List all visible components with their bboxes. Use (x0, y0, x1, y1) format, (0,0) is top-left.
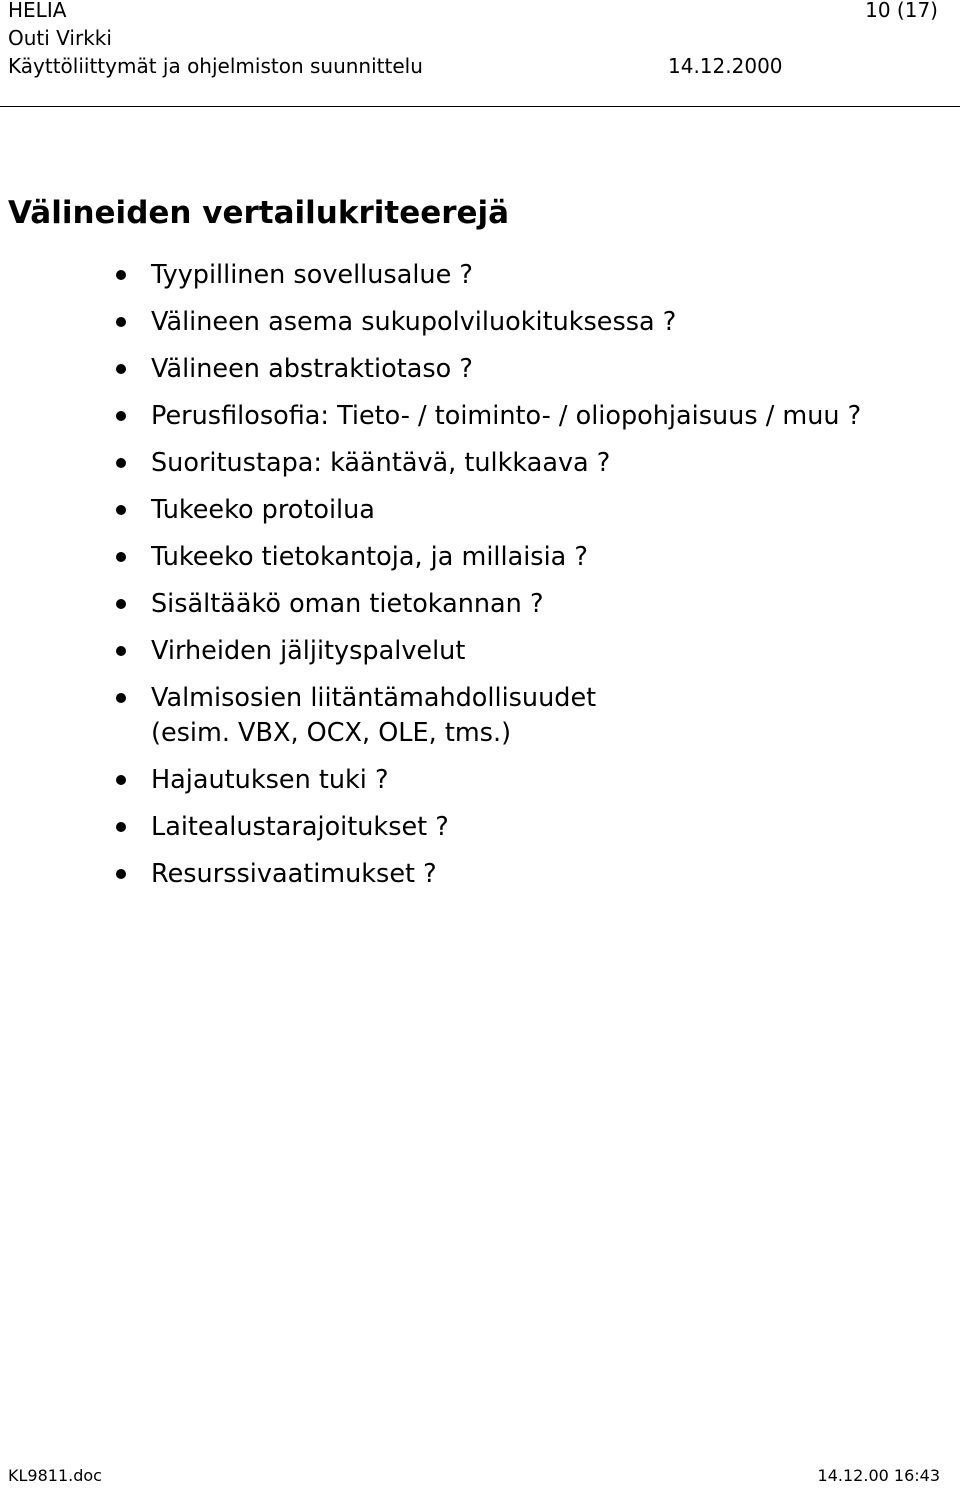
list-item-text: Hajautuksen tuki ? (151, 765, 389, 795)
bullet-icon (116, 693, 126, 703)
list-item (0, 810, 861, 845)
list-item (0, 634, 861, 669)
list-item-text: Valmisosien liitäntämahdollisuudet (esim. VBX, OCX, OLE, tms.) (151, 683, 597, 748)
bullet-icon (116, 646, 126, 656)
bullet-icon (116, 599, 126, 609)
list-item (0, 399, 861, 434)
list-item (0, 446, 861, 481)
list-item (0, 857, 861, 892)
header-course: Käyttöliittymät ja ohjelmiston suunnittelu (8, 54, 423, 78)
header-author: Outi Virkki (8, 26, 112, 50)
bullet-icon (116, 364, 126, 374)
bullet-icon (116, 317, 126, 327)
list-item (0, 493, 861, 528)
bullet-icon (116, 505, 126, 515)
footer-timestamp: 14.12.00 16:43 (817, 1466, 940, 1485)
bullet-icon (116, 270, 126, 280)
page-number: 10 (17) (865, 0, 938, 22)
list-item-text: Tukeeko tietokantoja, ja millaisia ? (151, 542, 588, 572)
list-item-text: Virheiden jäljityspalvelut (151, 636, 466, 666)
header-divider (0, 106, 960, 107)
list-item-text: Resurssivaatimukset ? (151, 859, 437, 889)
bullet-icon (116, 775, 126, 785)
list-item-text: Suoritustapa: kääntävä, tulkkaava ? (151, 448, 611, 478)
list-item (0, 763, 861, 798)
list-item-text: Sisältääkö oman tietokannan ? (151, 589, 544, 619)
footer-filename: KL9811.doc (8, 1466, 102, 1485)
list-item-text: Laitealustarajoitukset ? (151, 812, 449, 842)
list-item (0, 681, 861, 751)
bullet-icon (116, 869, 126, 879)
page-title: Välineiden vertailukriteerejä (8, 195, 510, 231)
list-item (0, 258, 861, 293)
bullet-icon (116, 411, 126, 421)
criteria-list (0, 258, 861, 904)
header-org: HELIA (8, 0, 67, 22)
list-item-text: Tyypillinen sovellusalue ? (151, 260, 473, 290)
list-item (0, 352, 861, 387)
list-item-text: Välineen asema sukupolviluokituksessa ? (151, 307, 677, 337)
bullet-icon (116, 458, 126, 468)
list-item (0, 305, 861, 340)
bullet-icon (116, 552, 126, 562)
list-item-text: Tukeeko protoilua (151, 495, 375, 525)
list-item-text: Välineen abstraktiotaso ? (151, 354, 473, 384)
bullet-icon (116, 822, 126, 832)
list-item (0, 587, 861, 622)
list-item (0, 540, 861, 575)
header-date: 14.12.2000 (668, 54, 783, 78)
list-item-text: Perusfilosofia: Tieto- / toiminto- / oliopohjaisuus / muu ? (151, 401, 862, 431)
